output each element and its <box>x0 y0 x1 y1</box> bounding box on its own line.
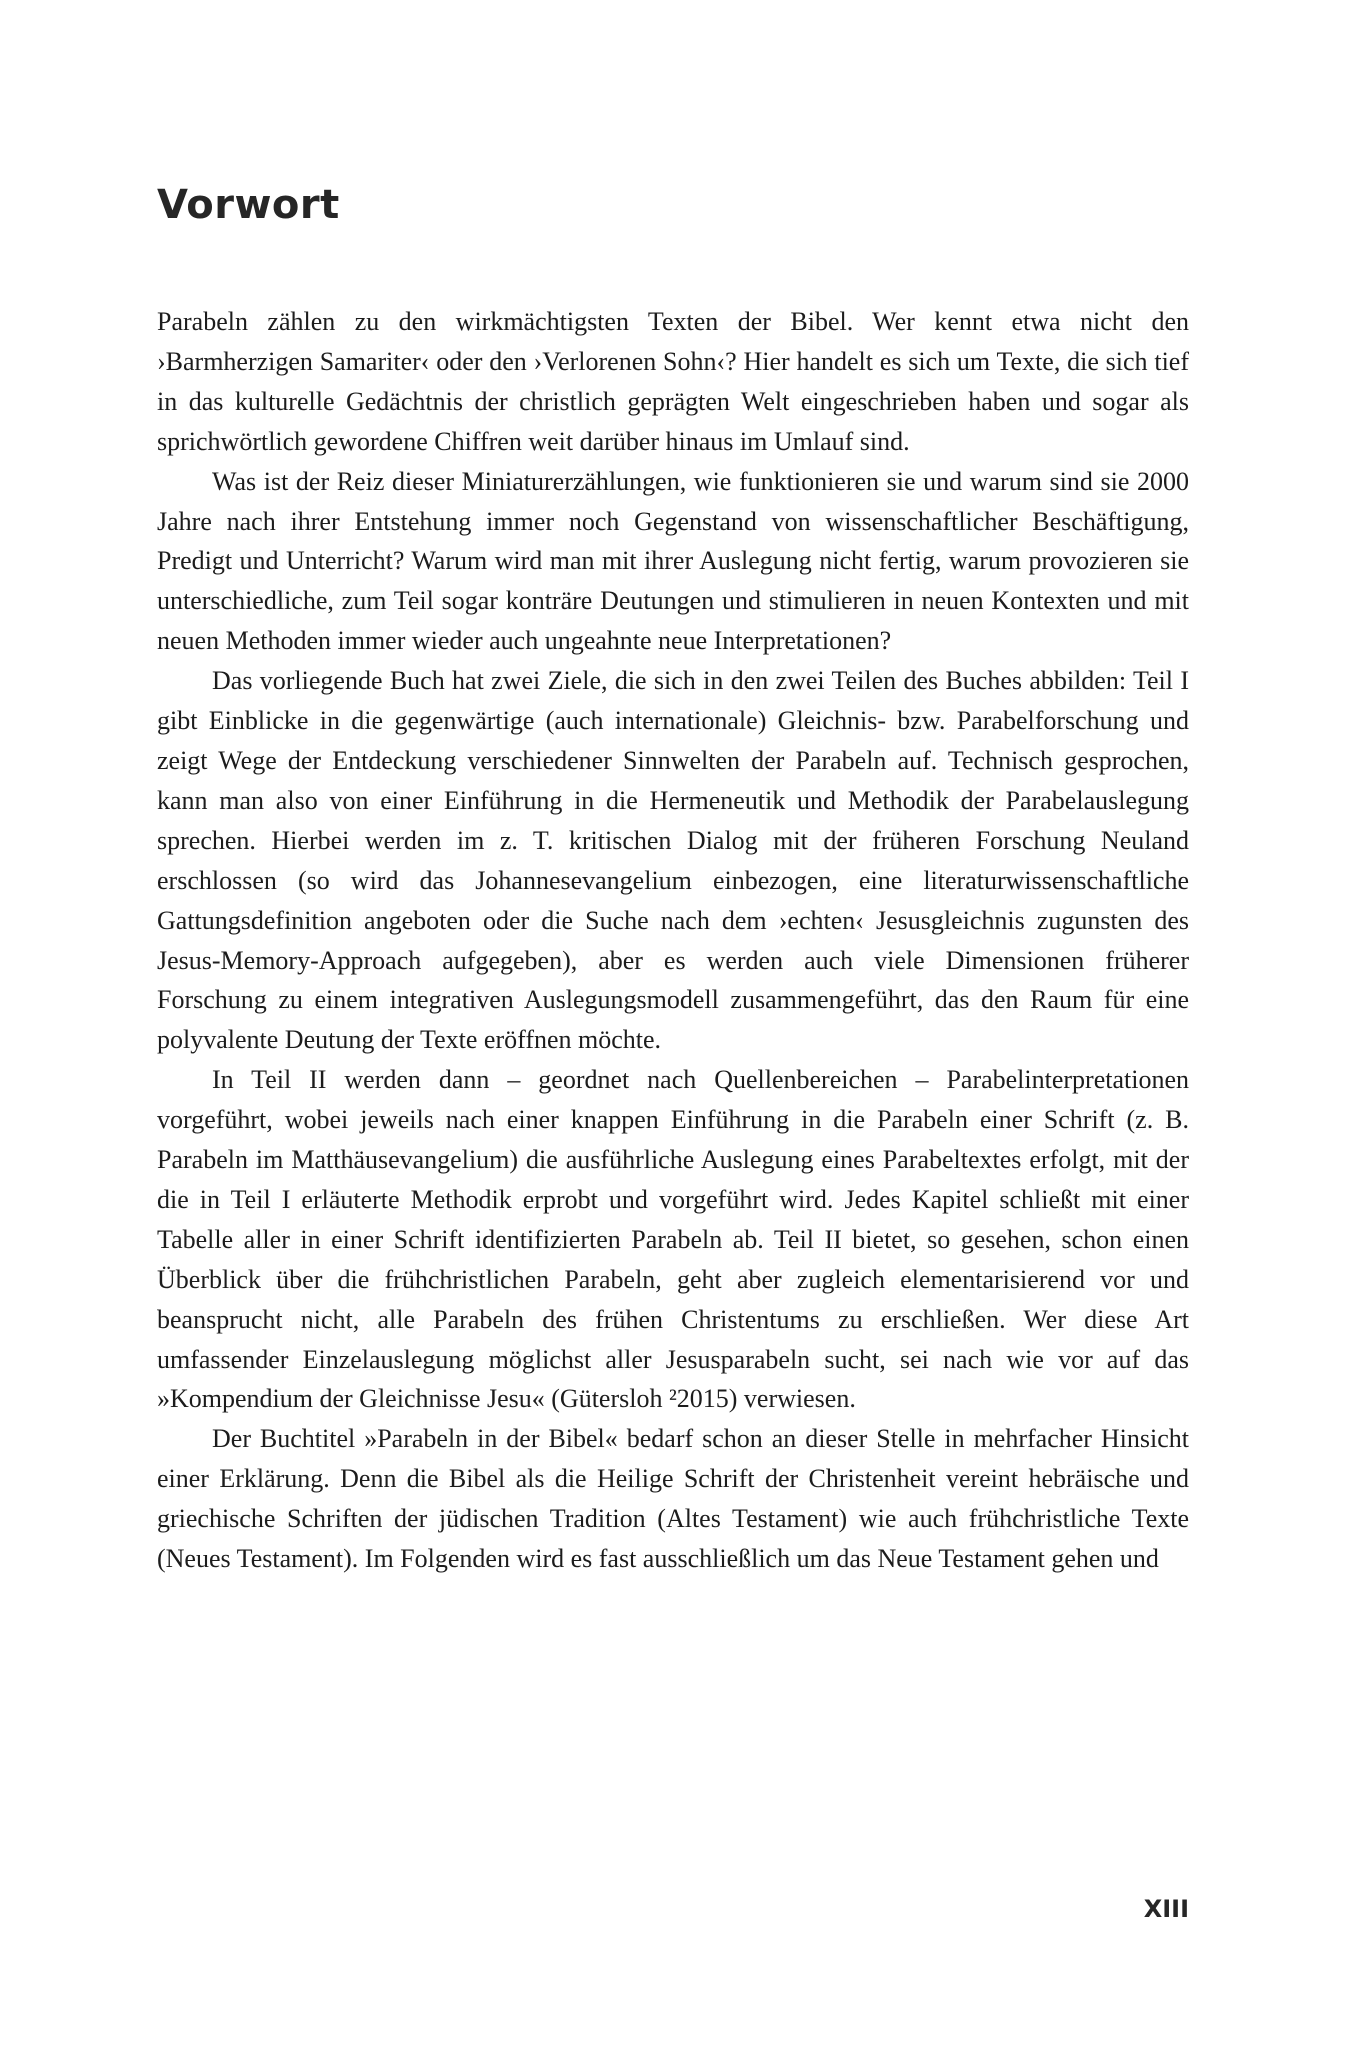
paragraph-5: Der Buchtitel »Parabeln in der Bibel« bedarf schon an dieser Stelle in mehrfacher Hinsicht einer Erklärung. Denn die Bibel als die Heilige Schrift der Christenheit vereint hebräische und griechische Schriften der jüdischen Tradition (Altes Testament) wie auch frühchristliche Texte (Neues Testament). Im Folgenden wird es fast ausschließlich um das Neue Testament gehen und <box>157 1424 1189 1574</box>
body-text <box>157 302 1189 1579</box>
paragraph-2: Was ist der Reiz dieser Miniaturerzählungen, wie funktionieren sie und warum sind sie 2000 Jahre nach ihrer Entstehung immer noch Gegenstand von wissenschaftlicher Beschäftigung, Predigt und Unterricht? Warum wird man mit ihrer Auslegung nicht fertig, warum provozieren sie unterschiedliche, zum Teil sogar konträre Deutungen und stimulieren in neuen Kontexten und mit neuen Methoden immer wieder auch ungeahnte neue Interpretationen? <box>157 466 1189 656</box>
paragraph-1: Parabeln zählen zu den wirkmächtigsten Texten der Bibel. Wer kennt etwa nicht den ›Barmherzigen Samariter‹ oder den ›Verlorenen Sohn‹? Hier handelt es sich um Texte, die sich tief in das kulturelle Gedächtnis der christlich geprägten Welt eingeschrieben haben und sogar als sprichwörtlich gewordene Chiffren weit darüber hinaus im Umlauf sind. <box>157 307 1189 456</box>
page-number: XIII <box>1143 1895 1189 1923</box>
paragraph-3: Das vorliegende Buch hat zwei Ziele, die sich in den zwei Teilen des Buches abbilden: Teil I gibt Einblicke in die gegenwärtige (auch internationale) Gleichnis- bzw. Parabelforschung und zeigt Wege der Entdeckung verschiedener Sinnwelten der Parabeln auf. Technisch gesprochen, kann man also von einer Einführung in die Hermeneutik und Methodik der Parabelauslegung sprechen. Hierbei werden im z. T. kritischen Dialog mit der früheren Forschung Neuland erschlossen (so wird das Johannesevangelium einbezogen, eine literaturwissenschaftliche Gattungsdefinition angeboten oder die Suche nach dem ›echten‹ Jesusgleichnis zugunsten des Jesus-Memory-Approach aufgegeben), aber es werden auch viele Dimensionen früherer Forschung zu einem integrativen Auslegungsmodell zusammengeführt, das den Raum für eine polyvalente Deutung der Texte eröffnen möchte. <box>157 666 1189 1055</box>
chapter-heading: Vorwort <box>157 182 340 228</box>
paragraph-4: In Teil II werden dann – geordnet nach Quellenbereichen – Parabelinterpretationen vorgeführt, wobei jeweils nach einer knappen Einführung in die Parabeln einer Schrift (z. B. Parabeln im Matthäusevangelium) die ausführliche Auslegung eines Parabeltextes erfolgt, mit der die in Teil I erläuterte Methodik erprobt und vorgeführt wird. Jedes Kapitel schließt mit einer Tabelle aller in einer Schrift identifizierten Parabeln ab. Teil II bietet, so gesehen, schon einen Überblick über die frühchristlichen Parabeln, geht aber zugleich elementarisierend vor und beansprucht nicht, alle Parabeln des frühen Christentums zu erschließen. Wer diese Art umfassender Einzelauslegung möglichst aller Jesusparabeln sucht, sei nach wie vor auf das »Kompendium der Gleichnisse Jesu« (Gütersloh ²2015) verwiesen. <box>157 1065 1189 1414</box>
